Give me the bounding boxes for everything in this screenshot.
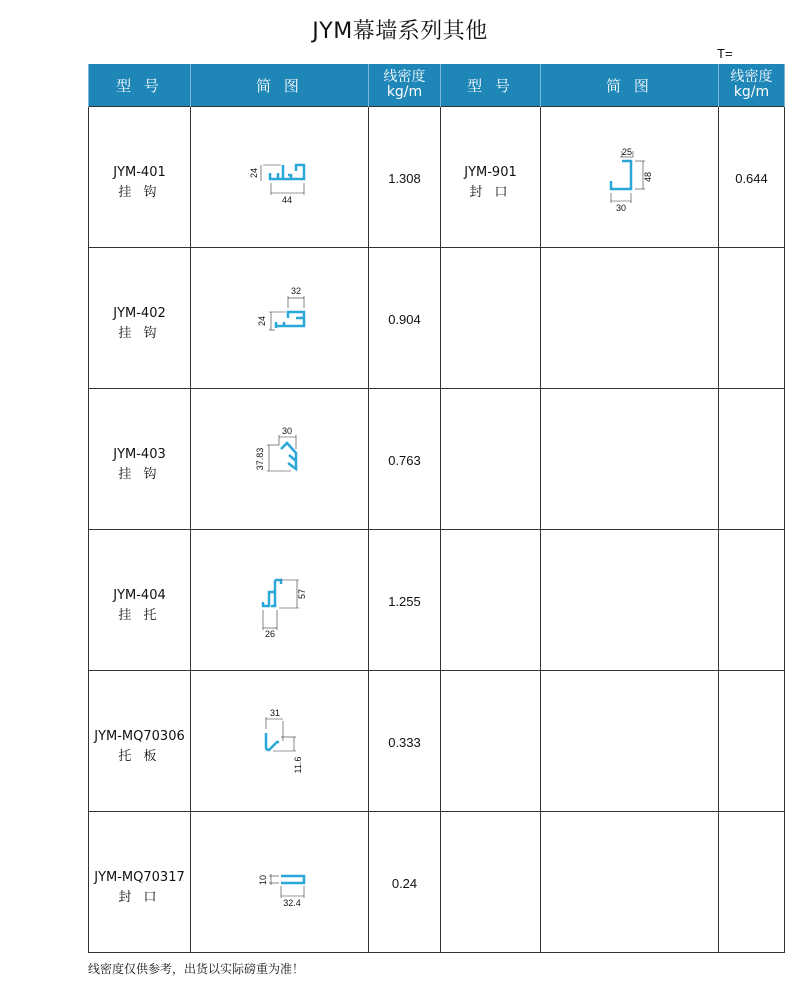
- density-value: 1.255: [388, 594, 421, 609]
- empty-cell: [441, 812, 541, 953]
- model-code: JYM-MQ70317: [94, 870, 185, 885]
- model-code: JYM-404: [113, 588, 166, 603]
- empty-cell: [441, 248, 541, 389]
- page-title: JYM幕墙系列其他: [312, 19, 488, 44]
- empty-cell: [719, 812, 785, 953]
- density-cell: [369, 530, 441, 671]
- empty-cell: [719, 389, 785, 530]
- profile-drawing-jym-401: [191, 107, 369, 247]
- table-header-row: [89, 64, 785, 107]
- density-cell: [369, 812, 441, 953]
- model-cell: [89, 530, 191, 671]
- model-name: 封 口: [118, 890, 161, 905]
- diagram-cell: [191, 389, 369, 530]
- profile-drawing-jym-901: [541, 107, 719, 247]
- dim-label: 10: [258, 874, 268, 886]
- empty-cell: [541, 812, 719, 953]
- diagram-cell: [191, 812, 369, 953]
- model-name: 挂 钩: [118, 185, 161, 200]
- dim-label: 30: [281, 426, 293, 436]
- empty-cell: [719, 671, 785, 812]
- dim-label: 11.6: [293, 756, 303, 774]
- dim-label: 32: [290, 286, 302, 296]
- model-code: JYM-401: [113, 165, 166, 180]
- dim-label: 44: [281, 195, 293, 205]
- model-code: JYM-403: [113, 447, 166, 462]
- header-diagram-right: 简 图: [541, 64, 719, 107]
- profile-drawing-jym-mq70317: [191, 812, 369, 952]
- model-cell: [89, 248, 191, 389]
- density-cell: [369, 389, 441, 530]
- density-value: 0.763: [388, 453, 421, 468]
- model-code: JYM-402: [113, 306, 166, 321]
- empty-cell: [441, 389, 541, 530]
- model-name: 挂 钩: [118, 326, 161, 341]
- density-value: 1.308: [388, 171, 421, 186]
- dim-label: 30: [615, 203, 627, 213]
- dim-label: 48: [643, 171, 653, 183]
- dim-label: 37.83: [255, 447, 265, 471]
- density-cell: [369, 248, 441, 389]
- profile-table: [88, 64, 785, 953]
- model-name: 封 口: [469, 185, 512, 200]
- model-name: 挂 钩: [118, 467, 161, 482]
- header-diagram: 简 图: [191, 64, 369, 107]
- t-label: T=: [717, 46, 733, 61]
- model-cell: [89, 389, 191, 530]
- diagram-cell: [191, 248, 369, 389]
- model-code: JYM-901: [464, 165, 517, 180]
- empty-cell: [441, 530, 541, 671]
- dim-label: 26: [264, 629, 276, 639]
- dim-label: 31: [269, 708, 281, 718]
- density-cell: [369, 671, 441, 812]
- density-value: 0.333: [388, 735, 421, 750]
- empty-cell: [541, 530, 719, 671]
- empty-cell: [541, 671, 719, 812]
- empty-cell: [441, 671, 541, 812]
- header-density-right: [719, 64, 785, 107]
- model-code: JYM-MQ70306: [94, 729, 185, 744]
- table-row: [89, 107, 785, 248]
- header-model-right: 型 号: [441, 64, 541, 107]
- profile-drawing-jym-mq70306: [191, 671, 369, 811]
- model-cell: [89, 107, 191, 248]
- header-density-unit: kg/m: [386, 84, 423, 100]
- header-density-label: 线密度: [383, 69, 426, 85]
- empty-cell: [541, 389, 719, 530]
- density-value: 0.644: [735, 171, 768, 186]
- model-name: 挂 托: [118, 608, 161, 623]
- diagram-cell: [191, 530, 369, 671]
- table-row: [89, 812, 785, 953]
- dim-label: 57: [297, 588, 307, 600]
- diagram-cell-right: [541, 107, 719, 248]
- header-density: [369, 64, 441, 107]
- diagram-cell: [191, 107, 369, 248]
- table-row: [89, 671, 785, 812]
- header-density-unit-right: kg/m: [733, 84, 770, 100]
- diagram-cell: [191, 671, 369, 812]
- table-row: [89, 530, 785, 671]
- density-value: 0.904: [388, 312, 421, 327]
- table-row: [89, 389, 785, 530]
- model-name: 托 板: [118, 749, 161, 764]
- density-value: 0.24: [391, 876, 418, 891]
- model-cell-right: [441, 107, 541, 248]
- empty-cell: [719, 530, 785, 671]
- model-cell: [89, 671, 191, 812]
- table-row: [89, 248, 785, 389]
- density-cell: [369, 107, 441, 248]
- footnote: 线密度仅供参考，出货以实际磅重为准！: [88, 962, 305, 976]
- model-cell: [89, 812, 191, 953]
- empty-cell: [541, 248, 719, 389]
- dim-label: 25: [621, 147, 633, 157]
- profile-drawing-jym-402: [191, 248, 369, 388]
- header-density-label-right: 线密度: [730, 69, 773, 85]
- header-model: 型 号: [89, 64, 191, 107]
- profile-drawing-jym-404: [191, 530, 369, 670]
- profile-drawing-jym-403: [191, 389, 369, 529]
- dim-label: 32.4: [283, 898, 301, 908]
- empty-cell: [719, 248, 785, 389]
- density-cell-right: [719, 107, 785, 248]
- dim-label: 24: [257, 315, 267, 327]
- dim-label: 24: [249, 167, 259, 179]
